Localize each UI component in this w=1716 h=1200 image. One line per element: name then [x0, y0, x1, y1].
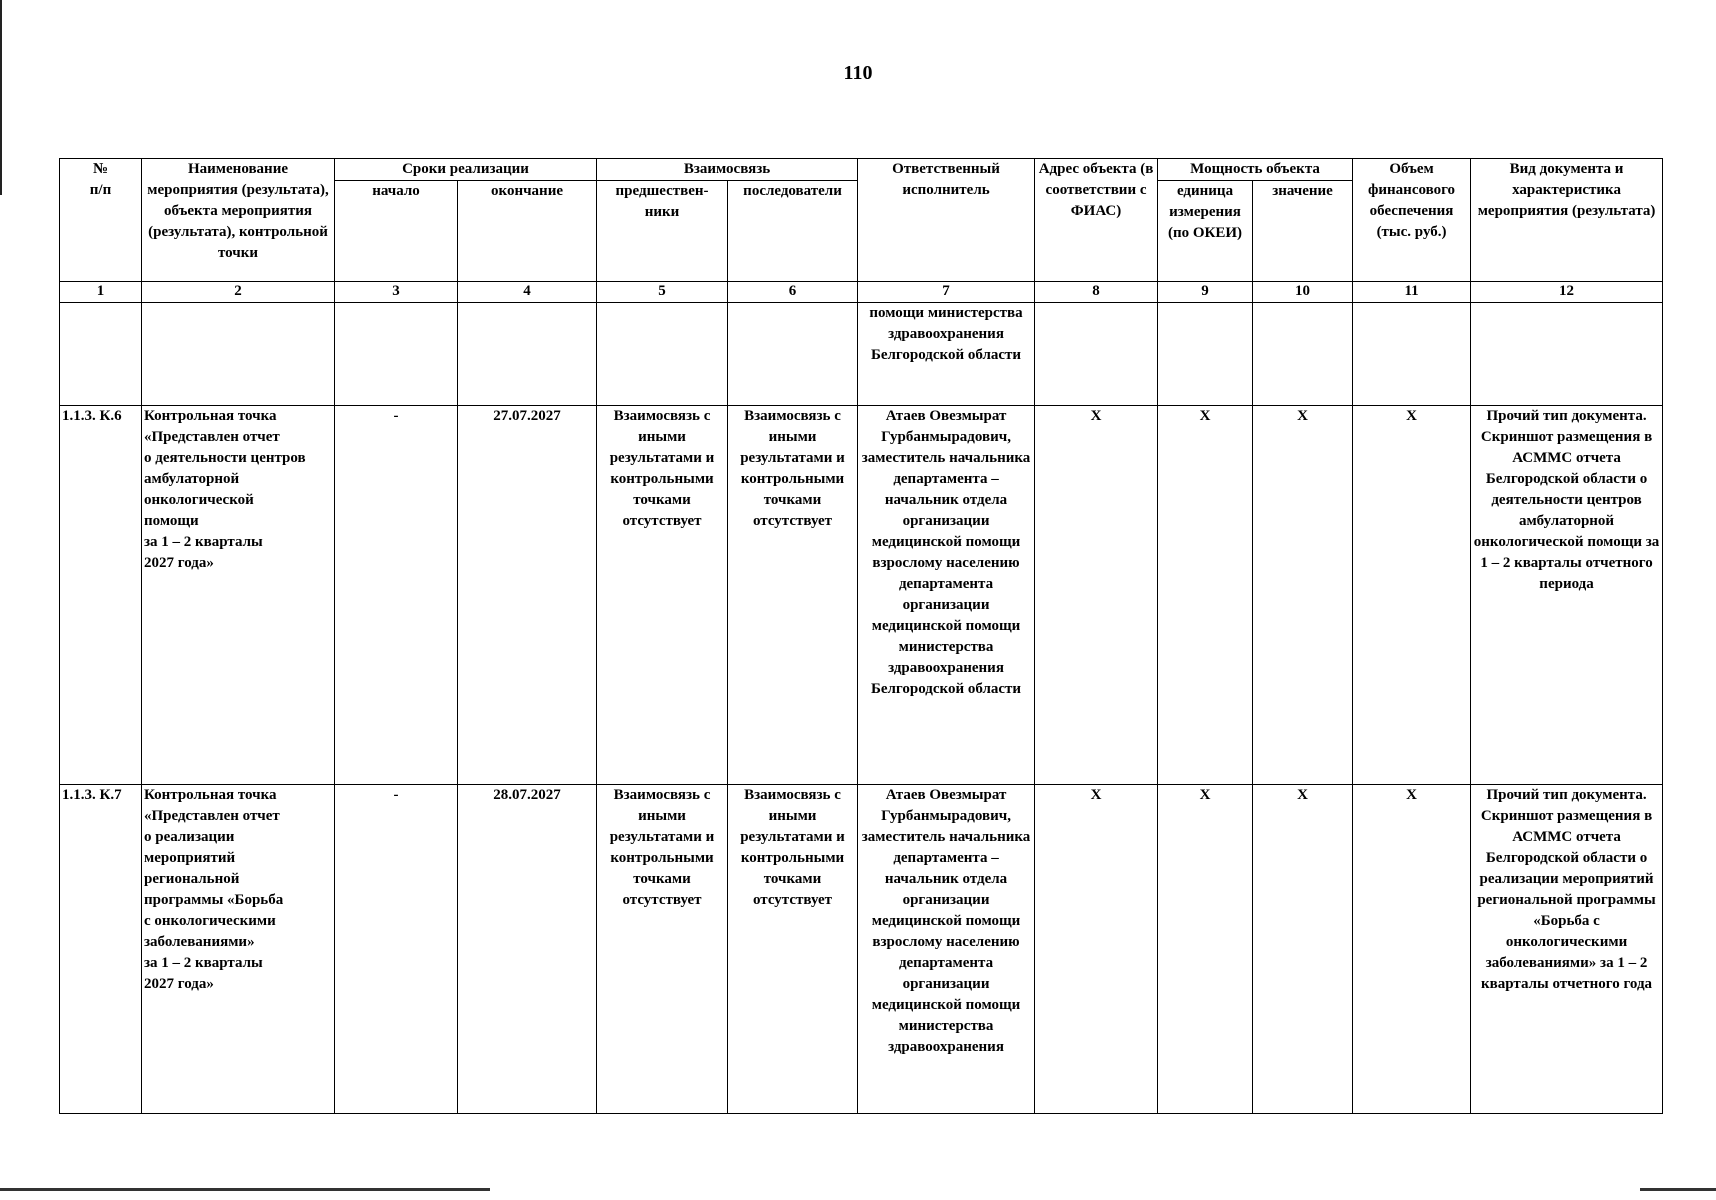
cell-num: 1.1.3. К.6 — [60, 406, 142, 785]
cell-name: Контрольная точка «Представлен отчет о деятельности центров амбулаторной онкологической помощи за 1 – 2 кварталы 2027 года» — [142, 406, 335, 785]
cell-finance: Х — [1353, 785, 1471, 1114]
cell-successors: Взаимосвязь с иными результатами и контрольными точками отсутствует — [728, 785, 858, 1114]
cell-predecessors: Взаимосвязь с иными результатами и контрольными точками отсутствует — [597, 406, 728, 785]
cell-successors: Взаимосвязь с иными результатами и контрольными точками отсутствует — [728, 406, 858, 785]
column-number: 5 — [597, 282, 728, 303]
header-end: окончание — [458, 181, 597, 282]
scan-edge-bottom-right — [1640, 1188, 1716, 1191]
header-address: Адрес объекта (в соответствии с ФИАС) — [1035, 159, 1158, 282]
header-start: начало — [335, 181, 458, 282]
header-unit: единица измерения (по ОКЕИ) — [1158, 181, 1253, 282]
cell-address: Х — [1035, 406, 1158, 785]
cell-start: - — [335, 406, 458, 785]
header-links: Взаимосвязь — [597, 159, 858, 181]
scan-edge-left — [0, 0, 2, 195]
cell-value: Х — [1253, 785, 1353, 1114]
header-value: значение — [1253, 181, 1353, 282]
cell-num: 1.1.3. К.7 — [60, 785, 142, 1114]
column-number: 9 — [1158, 282, 1253, 303]
cell-predecessors: Взаимосвязь с иными результатами и контрольными точками отсутствует — [597, 785, 728, 1114]
header-name: Наименование мероприятия (результата), объекта мероприятия (результата), контрольной точки — [142, 159, 335, 282]
cell-value: Х — [1253, 406, 1353, 785]
cell-name: Контрольная точка «Представлен отчет о реализации мероприятий региональной программы «Борьба с онкологическими заболеваниями» за 1 – 2 кварталы 2027 года» — [142, 785, 335, 1114]
column-number: 4 — [458, 282, 597, 303]
cell-doc: Прочий тип документа. Скриншот размещения в АСММС отчета Белгородской области о деятельности центров амбулаторной онкологической помощи за 1 – 2 кварталы отчетного периода — [1471, 406, 1663, 785]
header-predecessors: предшествен- ники — [597, 181, 728, 282]
column-number: 1 — [60, 282, 142, 303]
table-row-continuation — [60, 303, 1663, 406]
cell-unit: Х — [1158, 785, 1253, 1114]
cell-responsible: помощи министерства здравоохранения Белгородской области — [858, 303, 1035, 406]
header-timing: Сроки реализации — [335, 159, 597, 181]
header-finance: Объем финансового обеспечения (тыс. руб.) — [1353, 159, 1471, 282]
column-number: 2 — [142, 282, 335, 303]
cell-responsible: Атаев Овезмырат Гурбанмырадович, заместитель начальника департамента – начальник отдела организации медицинской помощи взрослому населению департамента организации медицинской помощи министерства здравоохранения — [858, 785, 1035, 1114]
cell-unit: Х — [1158, 406, 1253, 785]
cell-doc: Прочий тип документа. Скриншот размещения в АСММС отчета Белгородской области о реализации мероприятий региональной программы «Борьба с онкологическими заболеваниями» за 1 – 2 кварталы отчетного года — [1471, 785, 1663, 1114]
column-number: 6 — [728, 282, 858, 303]
cell-end: 28.07.2027 — [458, 785, 597, 1114]
scan-edge-bottom-left — [0, 1188, 490, 1191]
cell-finance: Х — [1353, 406, 1471, 785]
header-successors: последователи — [728, 181, 858, 282]
column-number: 8 — [1035, 282, 1158, 303]
implementation-plan-table — [59, 158, 1663, 1114]
cell-responsible: Атаев Овезмырат Гурбанмырадович, заместитель начальника департамента – начальник отдела организации медицинской помощи взрослому населению департамента организации медицинской помощи министерства здравоохранения Белгородской области — [858, 406, 1035, 785]
header-num: № п/п — [60, 159, 142, 282]
column-number: 11 — [1353, 282, 1471, 303]
page-number: 110 — [843, 62, 873, 84]
column-number: 7 — [858, 282, 1035, 303]
column-number: 12 — [1471, 282, 1663, 303]
column-number: 10 — [1253, 282, 1353, 303]
cell-start: - — [335, 785, 458, 1114]
table-row — [60, 785, 1663, 1114]
column-number: 3 — [335, 282, 458, 303]
header-doc: Вид документа и характеристика мероприятия (результата) — [1471, 159, 1663, 282]
table-row — [60, 406, 1663, 785]
cell-end: 27.07.2027 — [458, 406, 597, 785]
header-responsible: Ответственный исполнитель — [858, 159, 1035, 282]
header-capacity: Мощность объекта — [1158, 159, 1353, 181]
cell-address: Х — [1035, 785, 1158, 1114]
